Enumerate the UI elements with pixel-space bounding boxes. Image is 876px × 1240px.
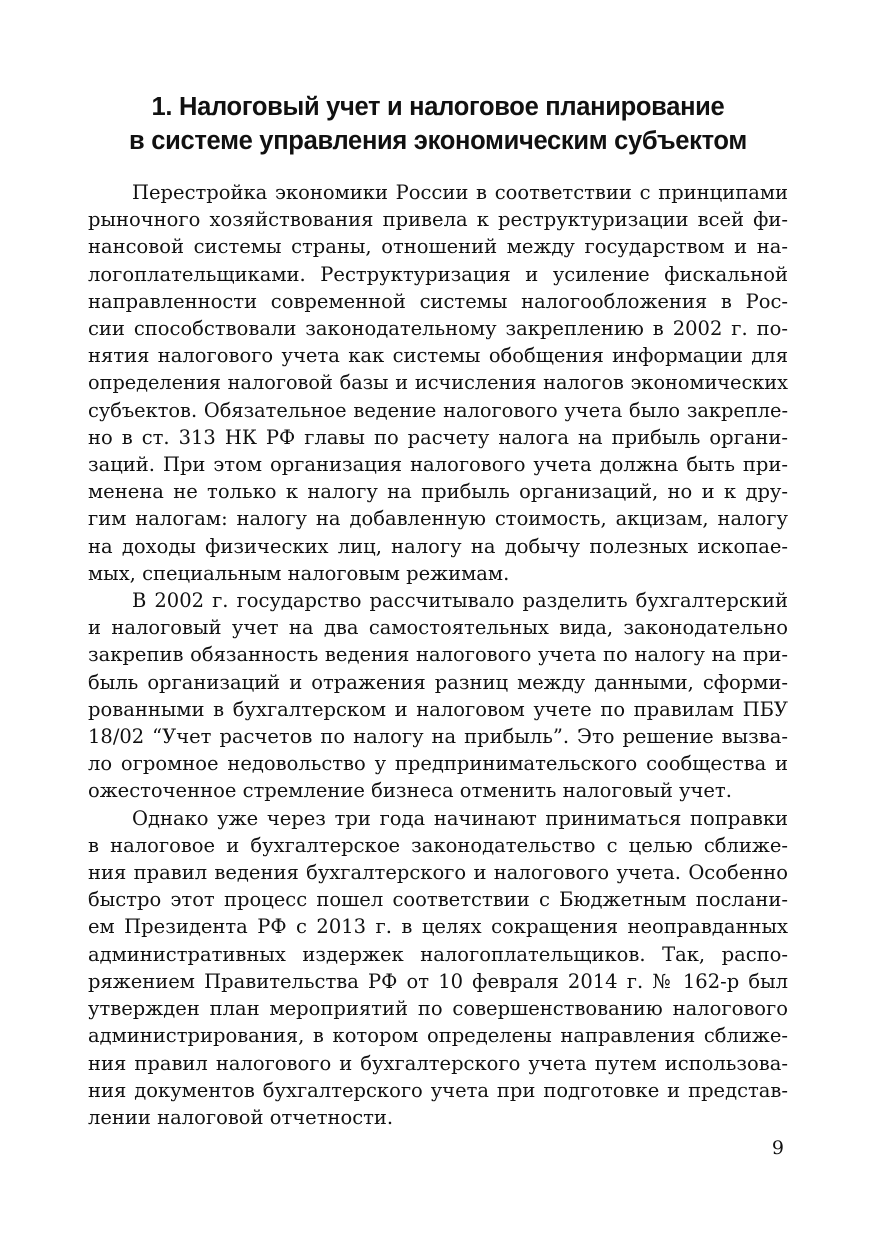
- text-line: ния документов бухгалтерского учета при подготовке и представ-: [88, 1078, 788, 1102]
- text-line: мых, специальным налоговым режимам.: [88, 561, 510, 585]
- text-line: и налоговый учет на два самостоятельных вида, законодательно: [88, 616, 788, 640]
- text-line: закрепив обязанность ведения налогового учета по налогу на при-: [88, 643, 788, 667]
- text-line: В 2002 г. государство рассчитывало разделить бухгалтерский: [132, 589, 788, 613]
- text-line: быстро этот процесс пошел соответствии с Бюджетным послани-: [88, 888, 788, 912]
- paragraph-2: [88, 587, 788, 805]
- text-line: рыночного хозяйствования привела к реструктуризации всей фи-: [88, 208, 788, 232]
- text-line: субъектов. Обязательное ведение налогового учета было закрепле-: [88, 398, 788, 422]
- text-line: 18/02 “Учет расчетов по налогу на прибыль”. Это решение вызва-: [88, 725, 788, 749]
- text-line: ния правил ведения бухгалтерского и налогового учета. Особенно: [88, 861, 788, 885]
- text-line: Однако уже через три года начинают приниматься поправки: [132, 806, 788, 830]
- text-line: быль организаций и отражения разниц между данными, сформи-: [88, 670, 788, 694]
- text-line: нансовой системы страны, отношений между государством и на-: [88, 235, 788, 259]
- text-line: на доходы физических лиц, налогу на добычу полезных ископае-: [88, 534, 788, 558]
- text-line: Перестройка экономики России в соответствии с принципами: [132, 181, 788, 204]
- text-line: администрирования, в котором определены направления сближе-: [88, 1024, 788, 1048]
- text-line: ряжением Правительства РФ от 10 февраля 2014 г. № 162-р был: [88, 969, 788, 993]
- text-line: логоплательщиками. Реструктуризация и усиление фискальной: [88, 262, 788, 286]
- text-line: гим налогам: налогу на добавленную стоимость, акцизам, налогу: [88, 507, 788, 531]
- text-line: ло огромное недовольство у предпринимательского сообщества и: [88, 752, 788, 776]
- section-heading: [88, 90, 788, 158]
- text-line: определения налоговой базы и исчисления налогов экономических: [88, 371, 788, 395]
- text-line: лении налоговой отчетности.: [88, 1105, 394, 1129]
- text-line: направленности современной системы налогообложения в Рос-: [88, 289, 788, 313]
- text-line: нятия налогового учета как системы обобщения информации для: [88, 344, 788, 368]
- section-heading-line-2: в системе управления экономическим субъектом: [129, 127, 747, 155]
- paragraph-1: [88, 179, 788, 587]
- paragraph-3: [88, 805, 788, 1131]
- page-number: 9: [771, 1137, 784, 1159]
- text-line: заций. При этом организация налогового учета должна быть при-: [88, 453, 788, 477]
- text-line: в налоговое и бухгалтерское законодательство с целью сближе-: [88, 833, 788, 857]
- text-line: но в ст. 313 НК РФ главы по расчету налога на прибыль органи-: [88, 425, 788, 449]
- text-line: сии способствовали законодательному закреплению в 2002 г. по-: [88, 317, 788, 341]
- text-line: утвержден план мероприятий по совершенствованию налогового: [88, 997, 788, 1021]
- section-heading-line-1: 1. Налоговый учет и налоговое планирование: [151, 93, 725, 121]
- text-line: рованными в бухгалтерском и налоговом учете по правилам ПБУ: [88, 697, 788, 721]
- text-line: административных издержек налогоплательщиков. Так, распо-: [88, 942, 788, 966]
- text-line: ем Президента РФ с 2013 г. в целях сокращения неоправданных: [88, 915, 788, 939]
- text-line: ния правил налогового и бухгалтерского учета путем использова-: [88, 1051, 788, 1075]
- body-text: [88, 179, 788, 1131]
- text-line: менена не только к налогу на прибыль организаций, но и к дру-: [88, 480, 788, 504]
- text-line: ожесточенное стремление бизнеса отменить налоговый учет.: [88, 779, 732, 803]
